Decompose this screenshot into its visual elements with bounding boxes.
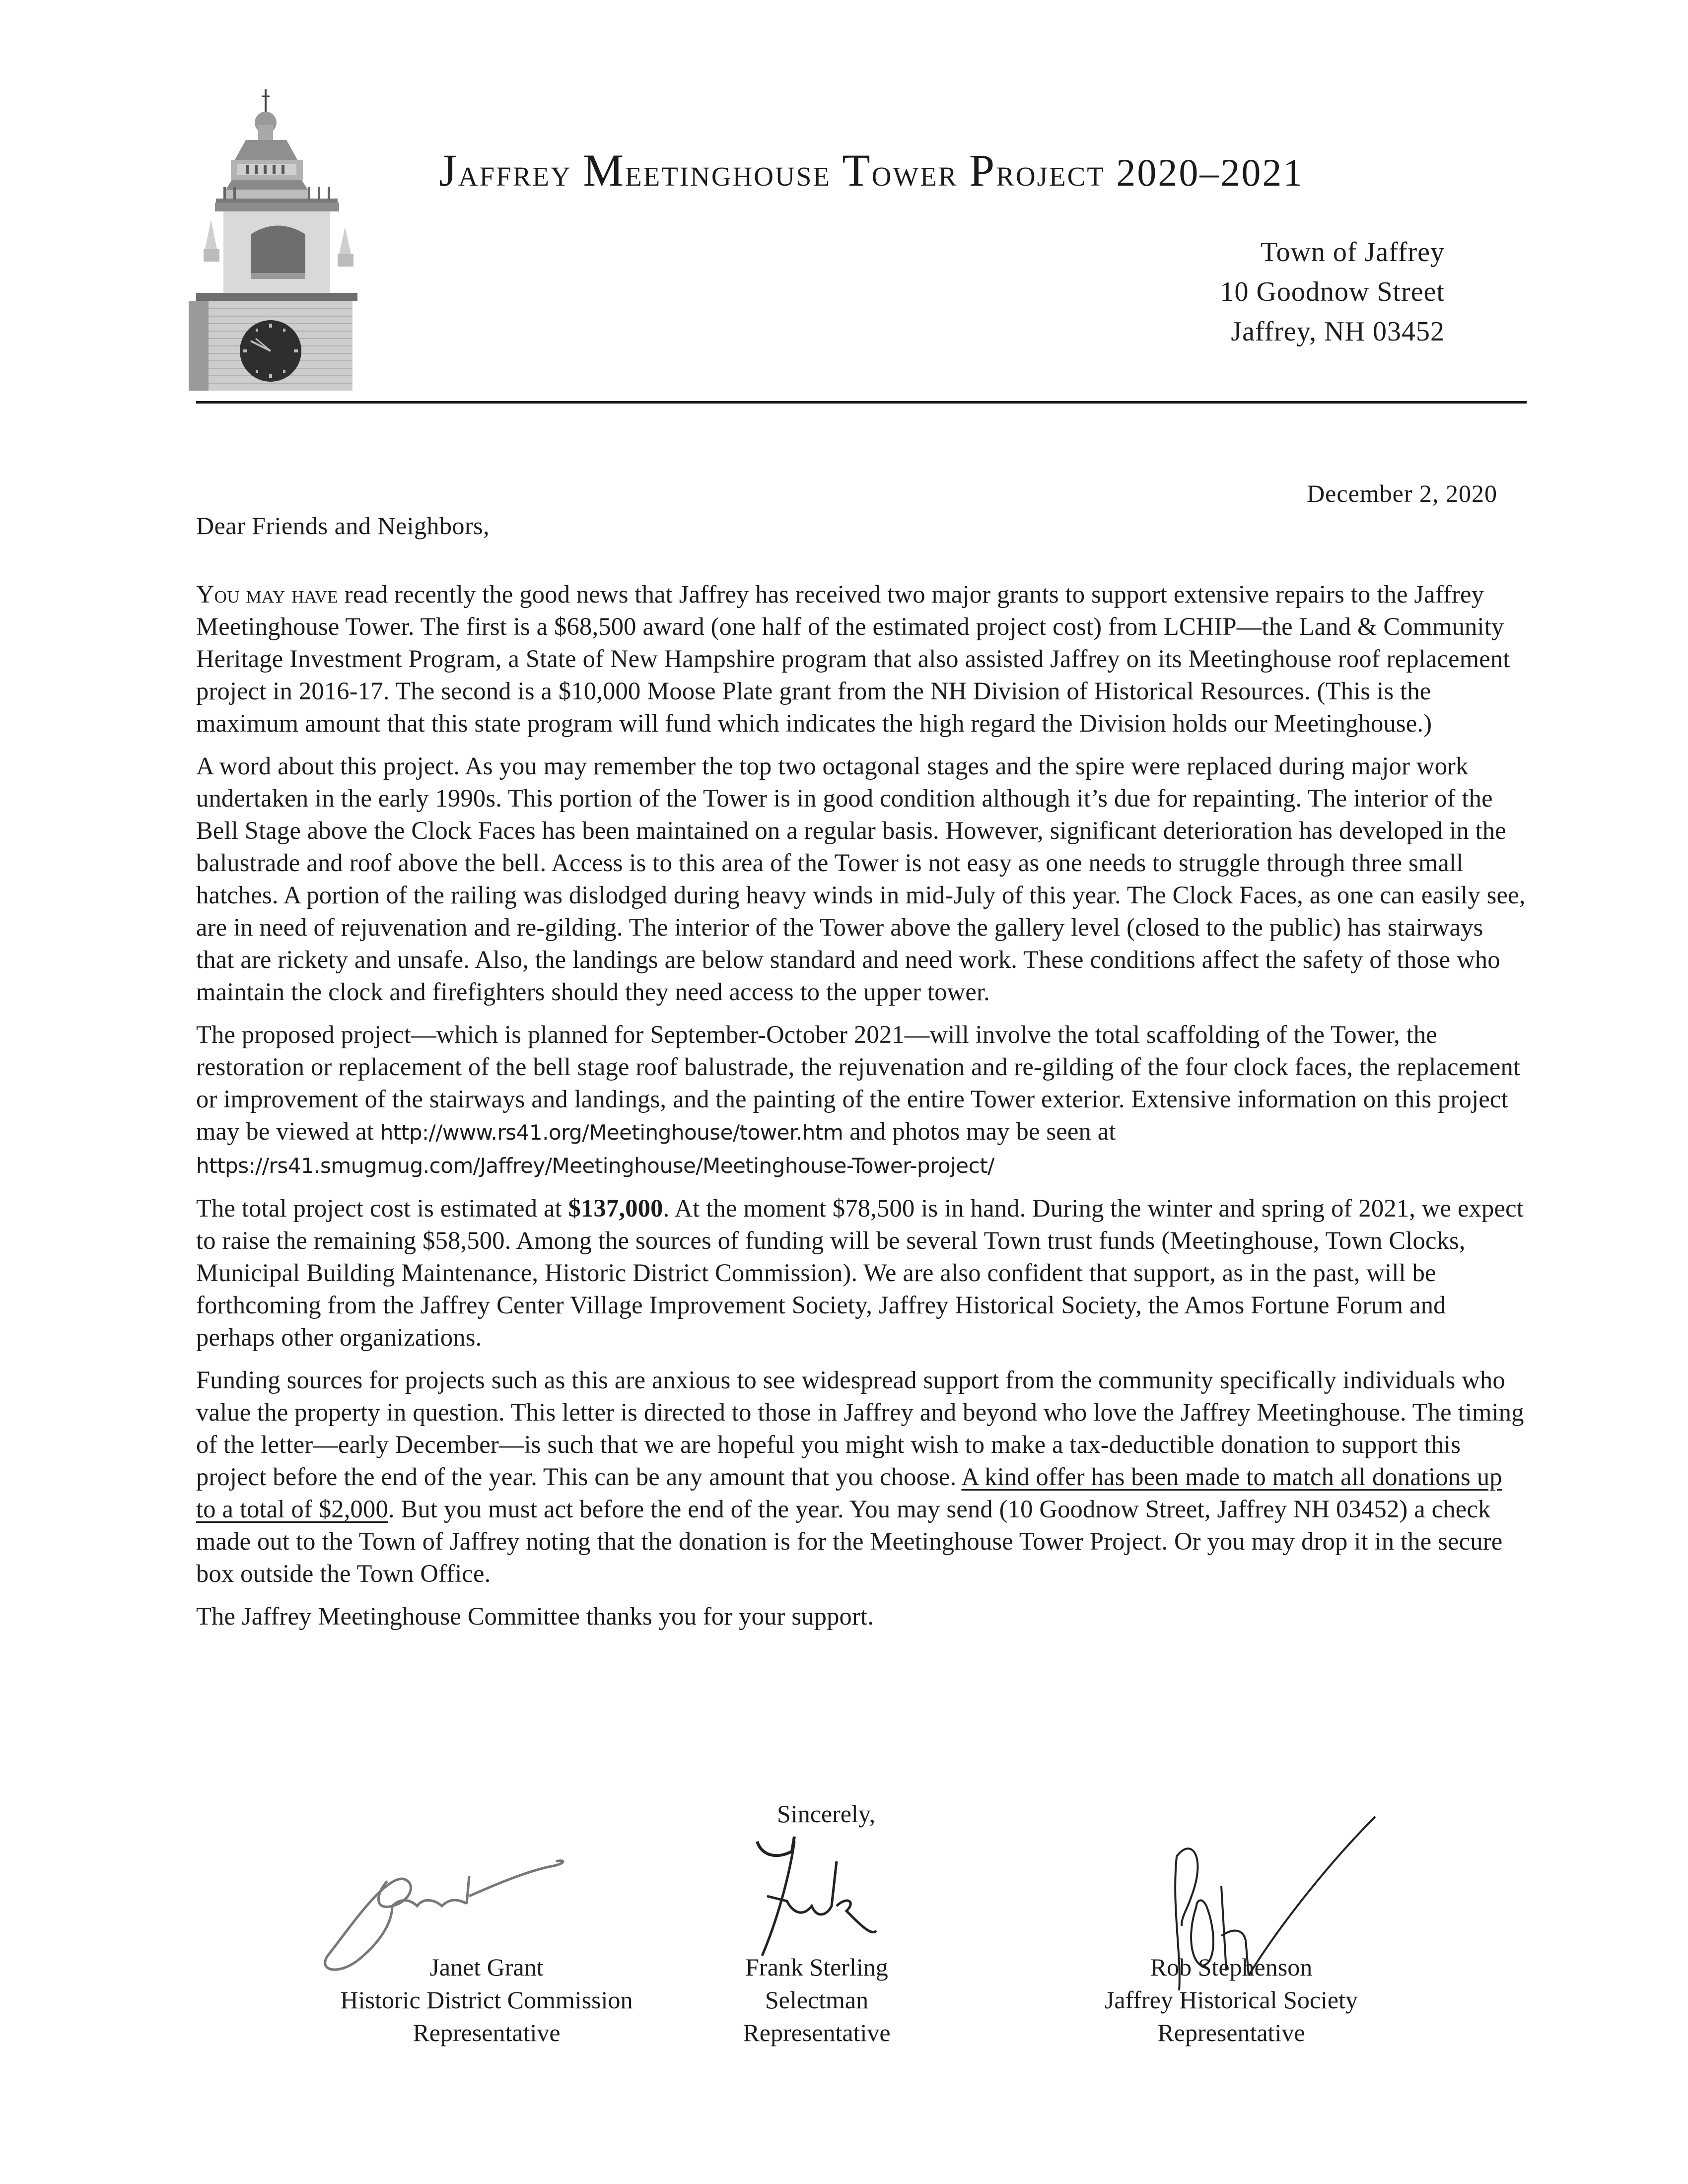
paragraph-2: A word about this project. As you may remember the top two octagonal stages and the spire were replaced during major work undertaken in the early 1990s. This portion of the Tower is in good condition although it’s due for repainting. The interior of the Bell Stage above the Clock Faces has been maintained on a regular basis. However, significant deterioration has developed in the balustrade and roof above the bell. Access is to this area of the Tower is not easy as one needs to struggle through three small hatches. A portion of the railing was dislodged during heavy winds in mid-July of this year. The Clock Faces, as one can easily see, are in need of rejuvenation and re-gilding. The interior of the Tower above the gallery level (closed to the public) has stairways that are rickety and unsafe. Also, the landings are below standard and need work. These conditions affect the safety of those who maintain the clock and firefighters should they need access to the upper tower. <box>196 752 1526 1006</box>
paragraph-5: Funding sources for projects such as this are anxious to see widespread support from the community specifically individuals who value the property in question. This letter is directed to those in Jaffrey and beyond who love the Jaffrey Meetinghouse. The timing of the letter—early December—is such that we are hopeful you might wish to make a tax-deductible donation to support this project before the end of the year. This can be any amount that you choose. A kind offer has been made to match all donations up to a total of $2,000. But you must act before the end of the year. You may send (10 Goodnow Street, Jaffrey NH 03452) a check made out to the Town of Jaffrey noting that the donation is for the Meetinghouse Tower Project. Or you may drop it in the secure box outside the Town Office. <box>196 1366 1524 1587</box>
address-line-3: Jaffrey, NH 03452 <box>1231 316 1445 347</box>
letterhead-title: Jaffrey Meetinghouse Tower Project 2020–2021 <box>439 145 1304 196</box>
signatory-name: Janet Grant <box>429 1953 544 1981</box>
title-years: 2020–2021 <box>1116 151 1304 194</box>
address-line-2: 10 Goodnow Street <box>1220 276 1445 307</box>
signatory-role: Representative <box>743 2019 891 2047</box>
paragraph-1: You may have read recently the good news that Jaffrey has received two major grants to support extensive repairs to the Jaffrey Meetinghouse Tower. The first is a $68,500 award (one half of the estimated project cost) from LCHIP—the Land & Community Heritage Investment Program, a State of New Hampshire program that also assisted Jaffrey on its Meetinghouse roof replacement project in 2016-17. The second is a $10,000 Moose Plate grant from the NH Division of Historical Resources. (This is the maximum amount that this state program will fund which indicates the high regard the Division holds our Meetinghouse.) <box>196 580 1510 737</box>
header-divider <box>196 401 1527 404</box>
signatory-org: Jaffrey Historical Society <box>1104 1986 1358 2014</box>
meetinghouse-tower-icon <box>176 85 357 391</box>
signatory-rob-stephenson <box>1033 1951 1430 2049</box>
match-offer: A kind offer has been made to match all donations up to a total of $2,000 <box>196 1463 1502 1523</box>
signatory-name: Frank Sterling <box>745 1953 888 1981</box>
letter-body <box>196 578 1527 1643</box>
frank-sterling-signature-icon <box>747 1832 896 1961</box>
paragraph-6: The Jaffrey Meetinghouse Committee thanks you for your support. <box>196 1602 874 1630</box>
signatory-role: Representative <box>413 2019 561 2047</box>
letter-date: December 2, 2020 <box>1307 479 1497 507</box>
signatory-org: Historic District Commission <box>340 1986 633 2014</box>
photos-link[interactable]: https://rs41.smugmug.com/Jaffrey/Meetinghouse/Meetinghouse-Tower-project/ <box>196 1154 994 1178</box>
salutation: Dear Friends and Neighbors, <box>196 512 490 540</box>
paragraph-3: The proposed project—which is planned for September-October 2021—will involve the total scaffolding of the Tower, the restoration or replacement of the bell stage roof balustrade, the rejuvenation and re-gilding of the four clock faces, the replacement or improvement of the stairways and landings, and the painting of the entire Tower exterior. Extensive information on this project may be viewed at http://www.rs41.org/Meetinghouse/tower.htm and photos may be seen at https://rs41.smugmug.com/Jaffrey/Meetinghouse/Meetinghouse-Tower-project/ <box>196 1021 1521 1178</box>
paragraph-4: The total project cost is estimated at $137,000. At the moment $78,500 is in hand. During the winter and spring of 2021, we expect to raise the remaining $58,500. Among the sources of funding will be several Town trust funds (Meetinghouse, Town Clocks, Municipal Building Maintenance, Historic District Commission). We are also confident that support, as in the past, will be forthcoming from the Jaffrey Center Village Improvement Society, Jaffrey Historical Society, the Amos Fortune Forum and perhaps other organizations. <box>196 1194 1524 1351</box>
tower-info-link[interactable]: http://www.rs41.org/Meetinghouse/tower.htm <box>380 1120 844 1145</box>
total-cost: $137,000 <box>568 1194 663 1222</box>
closing: Sincerely, <box>777 1800 876 1828</box>
address-line-1: Town of Jaffrey <box>1261 237 1445 268</box>
signatory-org: Selectman <box>765 1986 869 2014</box>
signatory-frank-sterling <box>618 1951 1015 2049</box>
letterhead-address <box>1220 232 1445 351</box>
lead-in-small-caps: You may have <box>196 580 338 608</box>
signatory-name: Rob Stephenson <box>1150 1953 1313 1981</box>
signatory-role: Representative <box>1157 2019 1305 2047</box>
